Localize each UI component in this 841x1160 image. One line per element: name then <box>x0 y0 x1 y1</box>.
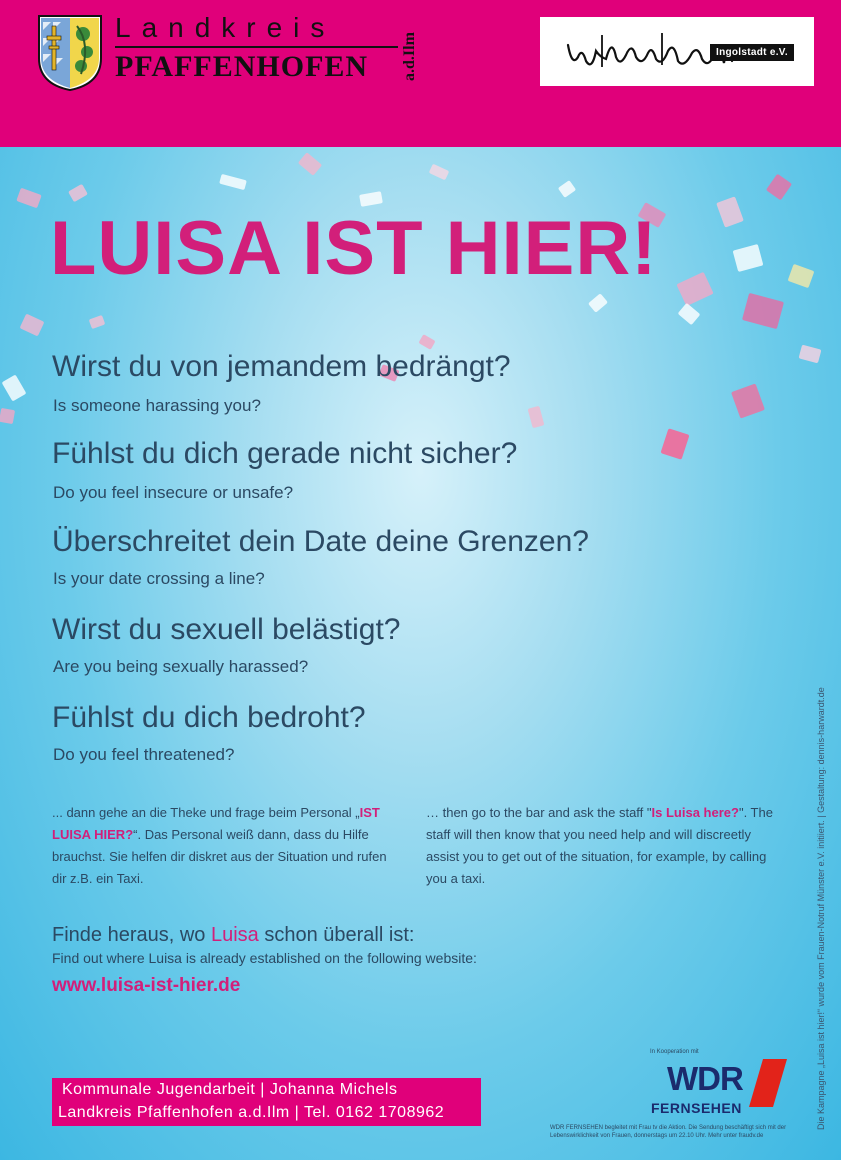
confetti-piece <box>742 293 784 329</box>
instructions-de: ... dann gehe an die Theke und frage beim Personal „IST LUISA HIER?“. Das Personal weiß dann, dass du Hilfe brauchst. Sie helfen dir diskret aus der Situation und rufen dir z.B. ein Taxi. <box>52 805 387 886</box>
landkreis-title: Landkreis <box>115 12 336 43</box>
confetti-piece <box>68 184 88 202</box>
confetti-piece <box>676 272 713 306</box>
confetti-piece <box>528 406 545 428</box>
confetti-piece <box>418 334 435 350</box>
confetti-piece <box>733 244 764 272</box>
question-en: Is your date crossing a line? <box>53 569 265 588</box>
wdr-slash-icon <box>747 1057 789 1109</box>
find-subheading: Find out where Luisa is already established on the following website: <box>52 950 477 966</box>
confetti-piece <box>799 345 822 364</box>
question-de: Fühlst du dich gerade nicht sicher? <box>52 437 518 470</box>
wdr-wordmark: WDR <box>667 1060 743 1097</box>
confetti-piece <box>788 264 815 288</box>
campaign-credit: Die Kampagne „Luisa ist hier!“ wurde vom Frauen-Notruf Münster e.V. initiiert. | Gestaltung: dennis-harwardt.de <box>816 687 826 1130</box>
confetti-piece <box>558 180 576 198</box>
landkreis-crest-icon <box>37 14 103 92</box>
question-en: Is someone harassing you? <box>53 396 261 415</box>
contact-line-1: Kommunale Jugendarbeit | Johanna Michels <box>62 1081 398 1098</box>
confetti-piece <box>588 293 608 312</box>
confetti-piece <box>2 374 27 401</box>
landkreis-suffix: a.d.Ilm <box>401 32 418 82</box>
question-de: Fühlst du dich bedroht? <box>52 701 366 734</box>
instructions-en: … then go to the bar and ask the staff "Is Luisa here?". The staff will then know that you need help and will discreetly assist you to get out of the situation, for example, by calling you a taxi. <box>426 805 773 886</box>
contact-box <box>52 1078 481 1126</box>
wirbelwind-tag: Ingolstadt e.V. <box>710 44 794 61</box>
confetti-background <box>0 147 841 1160</box>
confetti-piece <box>731 383 765 418</box>
confetti-piece <box>429 164 450 181</box>
wdr-logo <box>651 1057 791 1117</box>
contact-line-2: Landkreis Pfaffenhofen a.d.Ilm | Tel. 0162 1708962 <box>58 1104 445 1121</box>
wdr-note: WDR FERNSEHEN begleitet mit Frau tv die Aktion. Die Sendung beschäftigt sich mit der Lebenswirklichkeit von Frauen, donnerstags um 22.10 Uhr. Mehr unter fraudv.de <box>550 1125 787 1139</box>
question-de: Überschreitet dein Date deine Grenzen? <box>52 525 589 558</box>
question-de: Wirst du von jemandem bedrängt? <box>52 350 511 383</box>
instructions-en-highlight: Is Luisa here? <box>651 805 739 820</box>
confetti-piece <box>20 314 45 337</box>
confetti-piece <box>0 408 15 424</box>
website-link[interactable]: www.luisa-ist-hier.de <box>52 975 241 996</box>
confetti-piece <box>16 188 41 209</box>
question-en: Do you feel threatened? <box>53 745 235 764</box>
headline: LUISA IST HIER! <box>50 206 658 291</box>
question-en: Are you being sexually harassed? <box>53 657 309 676</box>
confetti-piece <box>219 174 247 190</box>
landkreis-divider <box>115 46 398 48</box>
find-heading: Finde heraus, wo Luisa schon überall ist: <box>52 924 415 946</box>
wdr-fernsehen: FERNSEHEN <box>651 1100 742 1116</box>
question-en: Do you feel insecure or unsafe? <box>53 483 294 502</box>
cooperation-label: In Kooperation mit <box>650 1049 699 1055</box>
confetti-piece <box>766 174 792 201</box>
wirbelwind-logo <box>540 17 814 86</box>
confetti-piece <box>298 152 322 176</box>
instructions-de-highlight: IST LUISA HIER? <box>52 805 380 842</box>
confetti-piece <box>89 315 106 329</box>
confetti-piece <box>661 428 690 460</box>
landkreis-name: PFAFFENHOFEN <box>115 50 369 83</box>
confetti-piece <box>678 303 701 325</box>
confetti-piece <box>716 196 744 227</box>
question-de: Wirst du sexuell belästigt? <box>52 613 401 646</box>
